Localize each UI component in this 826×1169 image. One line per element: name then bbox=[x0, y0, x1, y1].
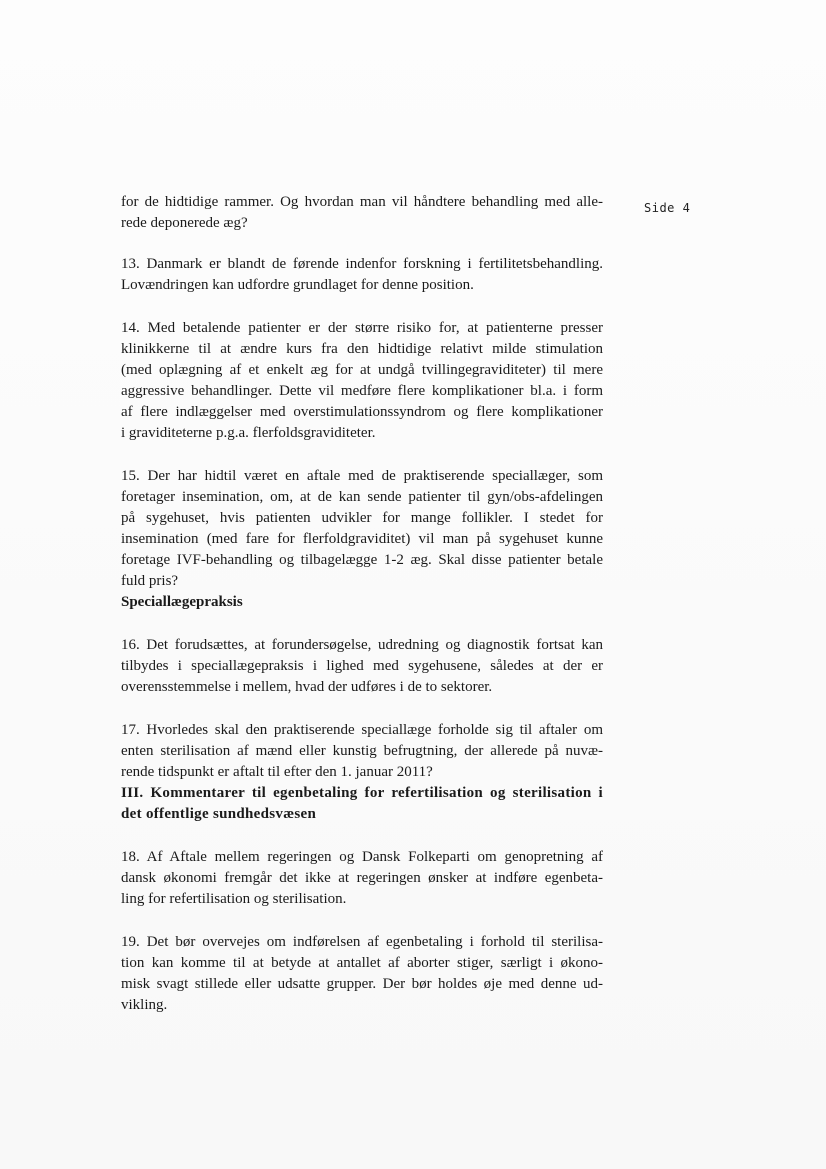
document-body bbox=[121, 192, 603, 1016]
text-line: foretager insemination, om, at de kan sende patienter til gyn/obs-afdelingen bbox=[121, 489, 603, 505]
text-line: i graviditeterne p.g.a. flerfoldsgraviditeter. bbox=[121, 425, 376, 441]
text-line: insemination (med fare for flerfoldgraviditet) vil man på sygehuset kunne bbox=[121, 531, 603, 547]
paragraph-18 bbox=[121, 847, 603, 910]
paragraph-15 bbox=[121, 466, 603, 592]
paragraph-16 bbox=[121, 635, 603, 698]
text-line: rede deponerede æg? bbox=[121, 215, 248, 231]
text-line: 17. Hvorledes skal den praktiserende speciallæge forholde sig til aftaler om bbox=[121, 722, 603, 738]
text-line: af flere indlæggelser med overstimulationssyndrom og flere komplikationer bbox=[121, 404, 603, 420]
text-line: 14. Med betalende patienter er der større risiko for, at patienterne presser bbox=[121, 320, 603, 336]
text-line: ling for refertilisation og sterilisation. bbox=[121, 891, 347, 907]
text-line: 13. Danmark er blandt de førende indenfor forskning i fertilitetsbehandling. bbox=[121, 256, 603, 272]
paragraph-13 bbox=[121, 254, 603, 296]
text-line: klinikkerne til at ændre kurs fra den hidtidige relativt milde stimulation bbox=[121, 341, 603, 357]
heading-line: III. Kommentarer til egenbetaling for refertilisation og sterilisation i bbox=[121, 785, 603, 801]
text-line: misk svagt stillede eller udsatte grupper. Der bør holdes øje med denne ud- bbox=[121, 976, 603, 992]
paragraph-14 bbox=[121, 318, 603, 444]
text-line: tion kan komme til at betyde at antallet af aborter stiger, særligt i økono- bbox=[121, 955, 603, 971]
paragraph-19 bbox=[121, 932, 603, 1016]
text-line: foretage IVF-behandling og tilbagelægge 1-2 æg. Skal disse patienter betale bbox=[121, 552, 603, 568]
section-heading-speciallaegepraksis: Speciallægepraksis bbox=[121, 594, 243, 610]
paragraph-17 bbox=[121, 720, 603, 783]
text-line: 19. Det bør overvejes om indførelsen af egenbetaling i forhold til sterilisa- bbox=[121, 934, 603, 950]
text-line: aggressive behandlinger. Dette vil medføre flere komplikationer bl.a. i form bbox=[121, 383, 603, 399]
text-line: 16. Det forudsættes, at forundersøgelse, udredning og diagnostik fortsat kan bbox=[121, 637, 603, 653]
text-line: rende tidspunkt er aftalt til efter den 1. januar 2011? bbox=[121, 764, 433, 780]
text-line: overensstemmelse i mellem, hvad der udføres i de to sektorer. bbox=[121, 679, 493, 695]
text-line: fuld pris? bbox=[121, 573, 179, 589]
heading-line: det offentlige sundhedsvæsen bbox=[121, 806, 317, 822]
text-line: på sygehuset, hvis patienten udvikler for mange follikler. I stedet for bbox=[121, 510, 603, 526]
text-line: dansk økonomi fremgår det ikke at regeringen ønsker at indføre egenbeta- bbox=[121, 870, 603, 886]
section-heading-iii bbox=[121, 783, 603, 825]
text-line: vikling. bbox=[121, 997, 168, 1013]
page-number-label: Side 4 bbox=[644, 201, 691, 215]
text-line: (med oplægning af et enkelt æg for at undgå tvillingegraviditeter) til mere bbox=[121, 362, 603, 378]
text-line: for de hidtidige rammer. Og hvordan man vil håndtere behandling med alle- bbox=[121, 194, 603, 210]
text-line: 15. Der har hidtil været en aftale med de praktiserende speciallæger, som bbox=[121, 468, 603, 484]
text-line: Lovændringen kan udfordre grundlaget for denne position. bbox=[121, 277, 474, 293]
paragraph-12-continuation bbox=[121, 192, 603, 234]
text-line: 18. Af Aftale mellem regeringen og Dansk Folkeparti om genopretning af bbox=[121, 849, 603, 865]
text-line: enten sterilisation af mænd eller kunstig befrugtning, der allerede på nuvæ- bbox=[121, 743, 603, 759]
text-line: tilbydes i speciallægepraksis i lighed med sygehusene, således at der er bbox=[121, 658, 603, 674]
